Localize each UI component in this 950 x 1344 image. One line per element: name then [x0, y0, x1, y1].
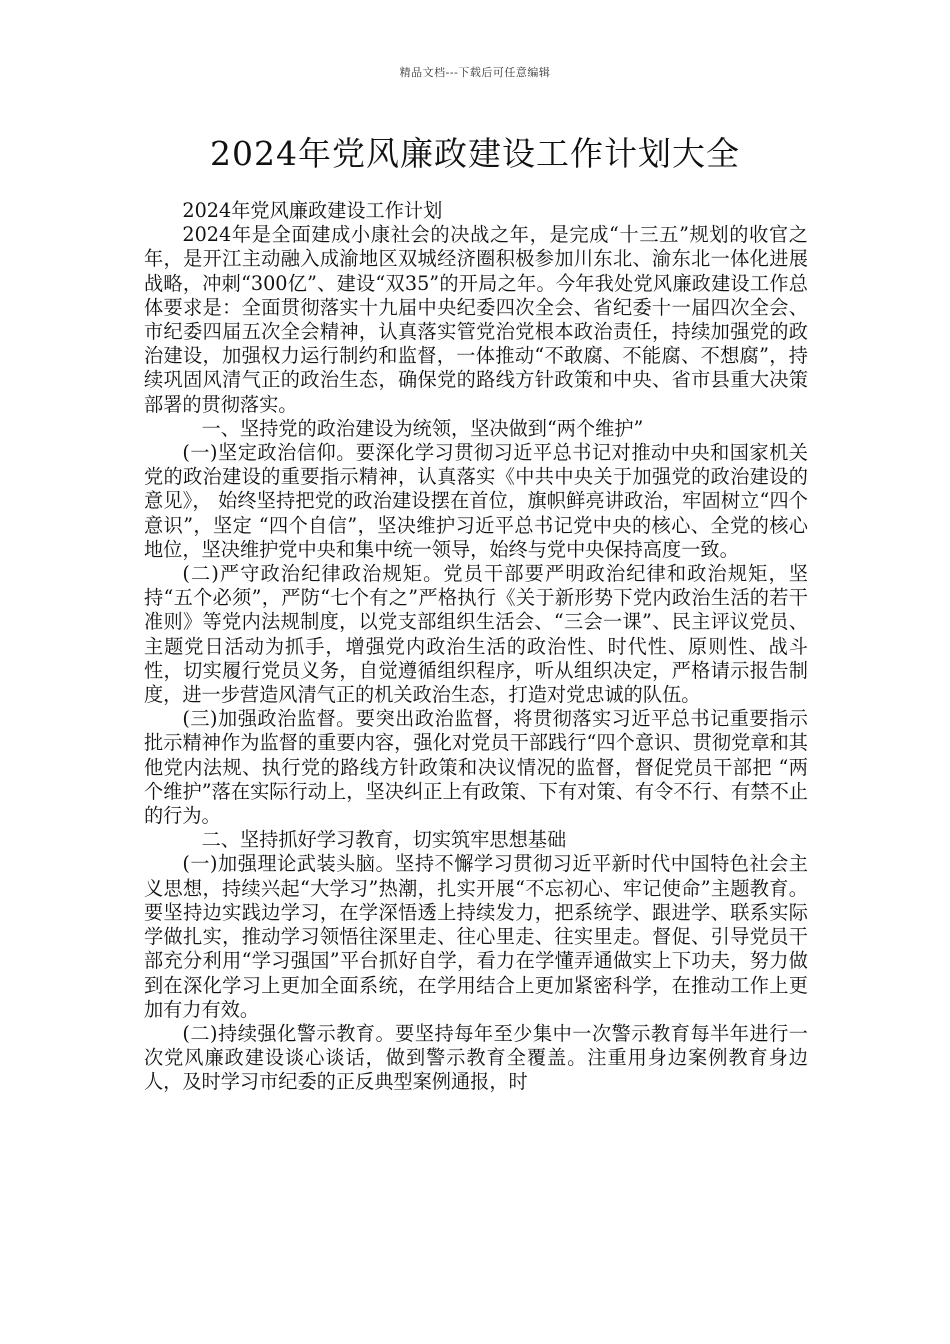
paragraph-1-2: (二)严守政治纪律政治规矩。党员干部要严明政治纪律和政治规矩，坚持“五个必须”，严防“七个有之”严格执行《关于新形势下党内政治生活的若干准则》等党内法规制度，以党支部组织生活会、“三会一课”、民主评议党员、主题党日活动为抓手，增强党内政治生活的政治性、时代性、原则性、战斗性，切实履行党员义务，自觉遵循组织程序，听从组织决定，严格请示报告制度，进一步营造风清气正的机关政治生态，打造对党忠诚的队伍。: [144, 562, 808, 707]
paragraph-2-2: (二)持续强化警示教育。要坚持每年至少集中一次警示教育每半年进行一次党风廉政建设谈心谈话，做到警示教育全覆盖。注重用身边案例教育身边人，及时学习市纪委的正反典型案例通报，时: [144, 1021, 808, 1094]
section-heading-2: 二、坚持抓好学习教育，切实筑牢思想基础: [201, 828, 567, 852]
section-subtitle: 2024年党风廉政建设工作计划: [182, 199, 443, 222]
paragraph-2-1: (一)加强理论武装头脑。坚持不懈学习贯彻习近平新时代中国特色社会主义思想，持续兴起“大学习”热潮，扎实开展“不忘初心、牢记使命”主题教育。要坚持边实践边学习，在学深悟透上持续发力，把系统学、跟进学、联系实际学做扎实，推动学习领悟往深里走、往心里走、往实里走。督促、引导党员干部充分利用“学习强国”平台抓好自学，看力在学懂弄通做实上下功夫，努力做到在深化学习上更加全面系统，在学用结合上更加紧密科学，在推动工作上更加有力有效。: [144, 852, 808, 1021]
paragraph-1-3: (三)加强政治监督。要突出政治监督，将贯彻落实习近平总书记重要指示批示精神作为监督的重要内容，强化对党员干部践行“四个意识、贯彻党章和其他党内法规、执行党的路线方针政策和决议情况的监督，督促党员干部把 “两个维护”落在实际行动上，坚决纠正上有政策、下有对策、有令不行、有禁不止的行为。: [144, 707, 808, 828]
paragraph-1-1: (一)坚定政治信仰。要深化学习贯彻习近平总书记对推动中央和国家机关党的政治建设的重要指示精神，认真落实《中共中央关于加强党的政治建设的意见》， 始终坚持把党的政治建设摆在首位，旗帜鲜亮讲政治，牢固树立“四个意识”，坚定 “四个自信”，坚决维护习近平总书记党中央的核心、全党的核心地位，坚决维护党中央和集中统一领导，始终与党中央保持高度一致。: [144, 441, 808, 561]
header-note: 精品文档---下载后可任意编辑: [399, 66, 551, 79]
section-heading-1: 一、坚持党的政治建设为统领，坚决做到“两个维护”: [201, 416, 644, 440]
paragraph-intro: 2024年是全面建成小康社会的决战之年，是完成“十三五”规划的收官之年，是开江主动融入成渝地区双城经济圈积极参加川东北、渝东北一体化进展战略，冲刺“300亿”、建设“双35”的开局之年。今年我处党风廉政建设工作总体要求是：全面贯彻落实十九届中央纪委四次全会、省纪委十一届四次全会、市纪委四届五次全会精神，认真落实管党治党根本政治责任，持续加强党的政治建设，加强权力运行制约和监督，一体推动“不敢腐、不能腐、不想腐”，持续巩固风清气正的政治生态，确保党的路线方针政策和中央、省市县重大决策部署的贯彻落实。: [144, 223, 808, 416]
document-body: [144, 199, 808, 1095]
document-title: 2024年党风廉政建设工作计划大全: [210, 134, 740, 173]
